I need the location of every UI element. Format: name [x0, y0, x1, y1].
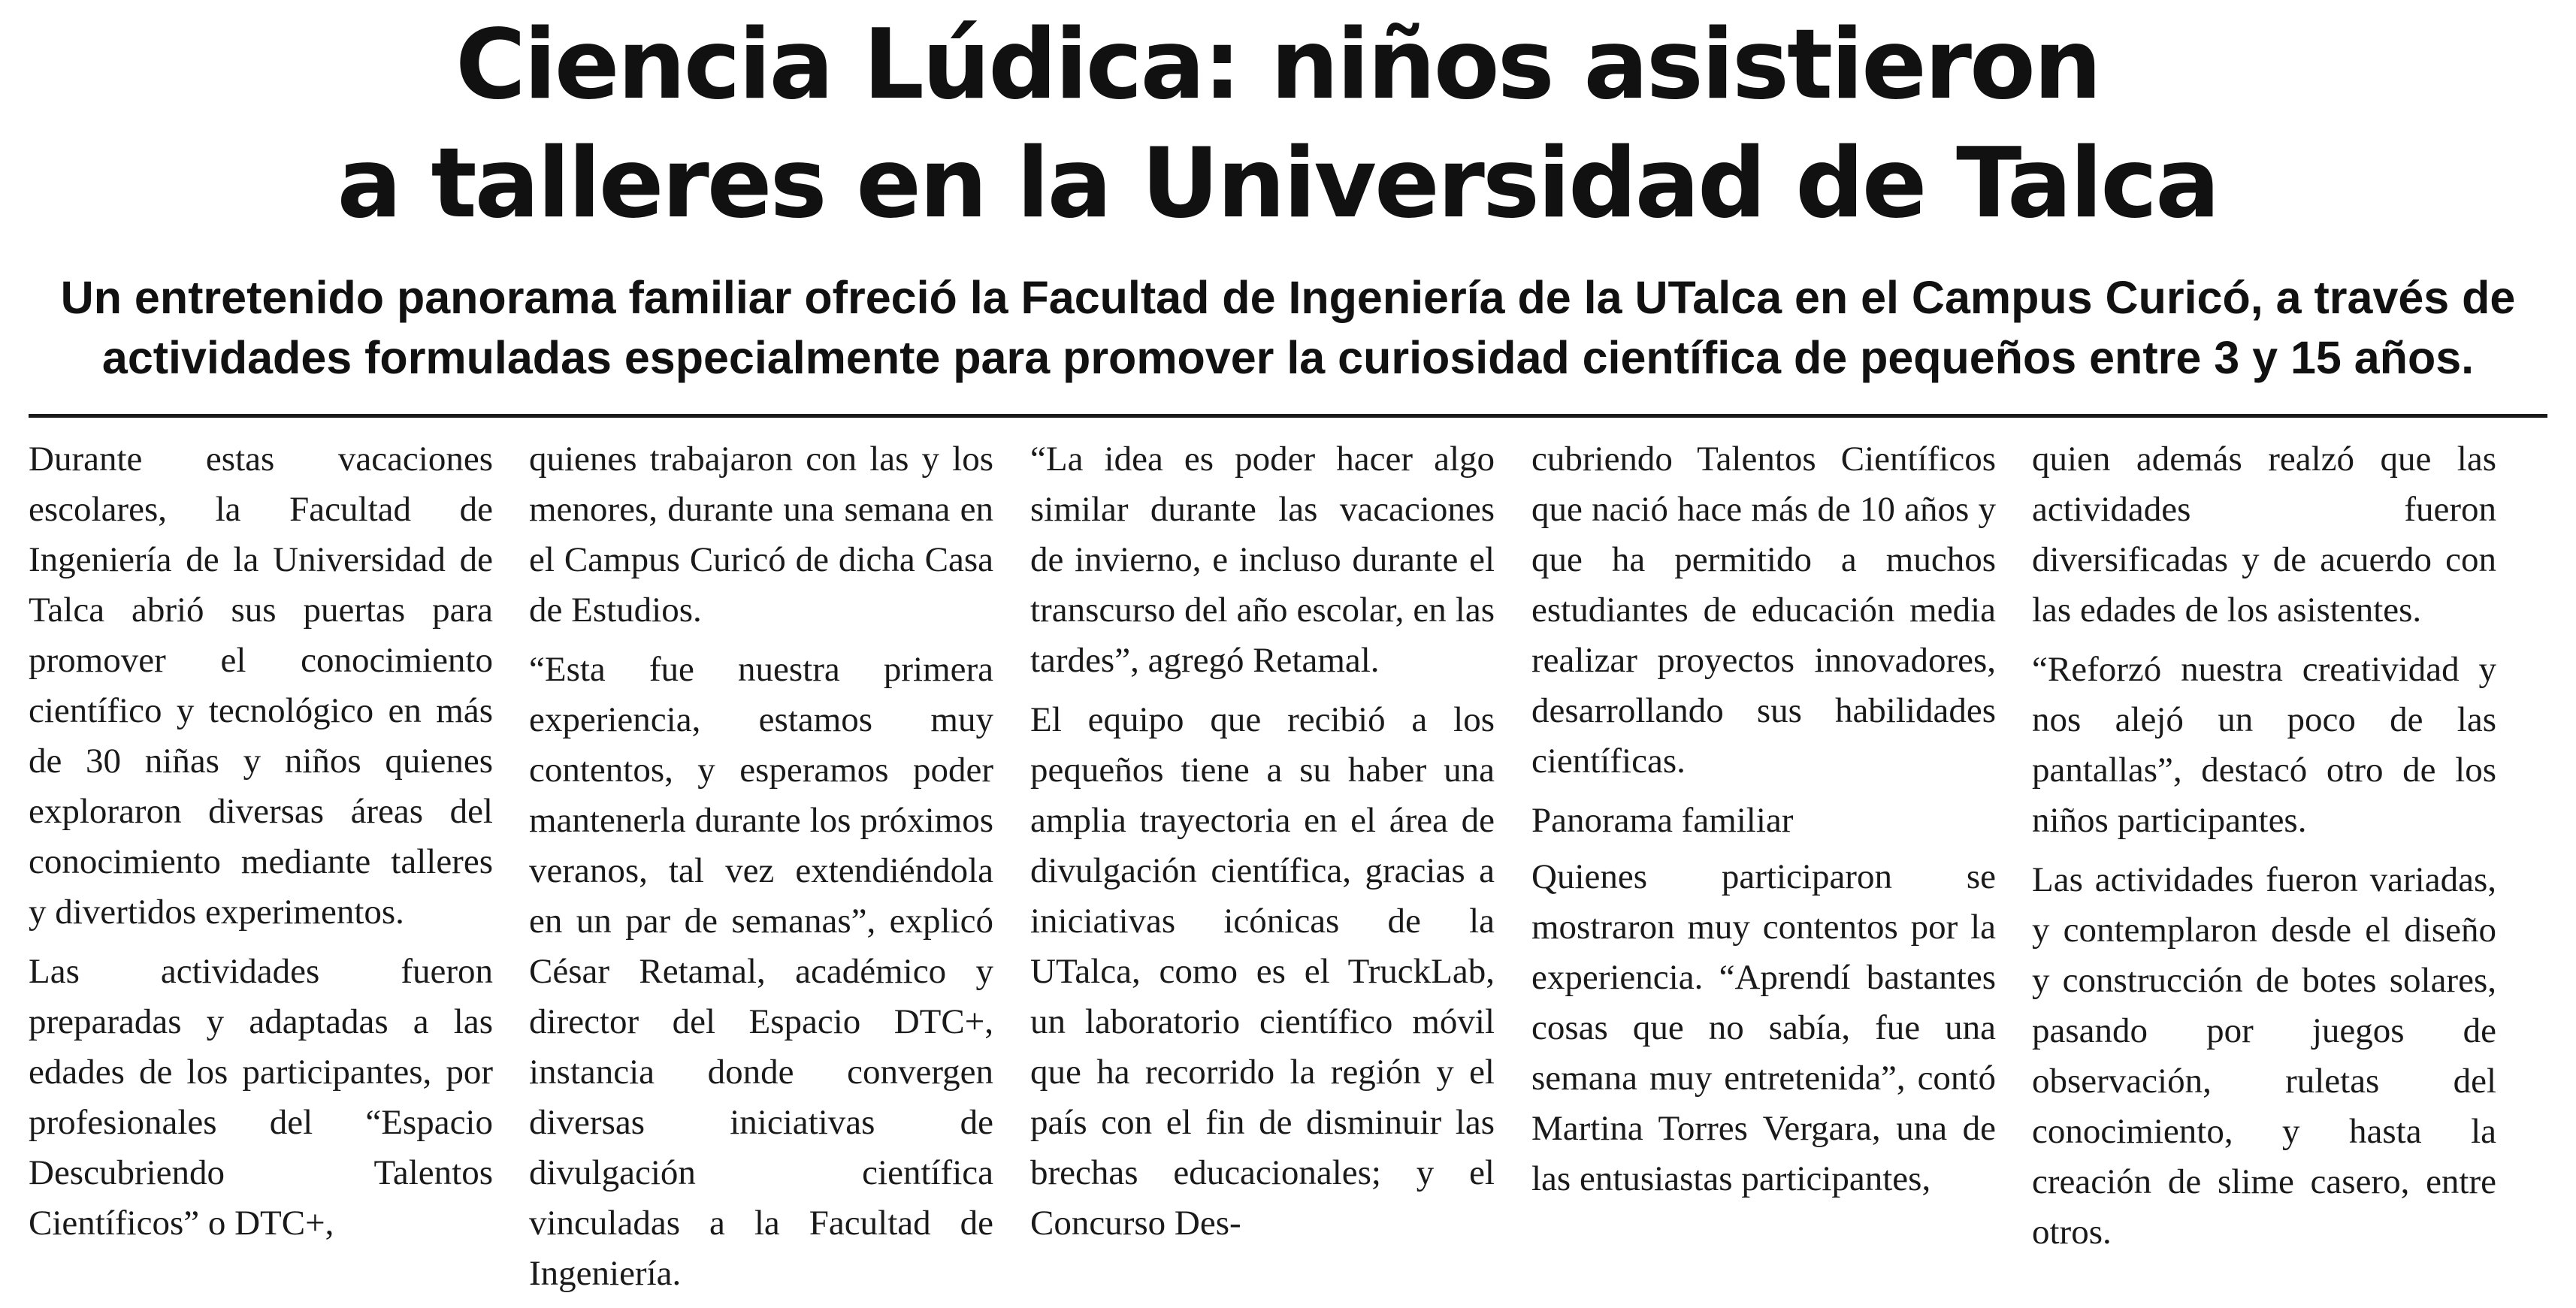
column-4: [1531, 434, 1996, 1213]
subheadline-line-1: Un entretenido panorama familiar ofreció la Facultad de Ingeniería de la UTalca en el Campus Curicó, a través de: [60, 272, 2516, 323]
paragraph: “La idea es poder hacer algo similar durante las vacaciones de invierno, e incluso durante el transcurso del año escolar, en las tardes”, agregó Retamal.: [1030, 440, 1495, 680]
paragraph: Las actividades fueron variadas, y contemplaron desde el diseño y construcción de botes solares, pasando por juegos de observación, ruletas del conocimiento, y hasta la creación de slime casero, entre otros.: [2032, 860, 2496, 1252]
divider-rule: [29, 414, 2547, 418]
paragraph: quien además realzó que las actividades fueron diversificadas y de acuerdo con las edades de los asistentes.: [2032, 440, 2496, 630]
paragraph: “Esta fue nuestra primera experiencia, estamos muy contentos, y esperamos poder mantenerla durante los próximos veranos, tal vez extendiéndola en un par de semanas”, explicó César Retamal, académico y director del Espacio DTC+, instancia donde convergen diversas iniciativas de divulgación científica vinculadas a la Facultad de Ingeniería.: [529, 650, 993, 1293]
paragraph: Quienes participaron se mostraron muy contentos por la experiencia. “Aprendí bastantes cosas que no sabía, fue una semana muy entretenida”, contó Martina Torres Vergara, una de las entusiastas participantes,: [1531, 857, 1996, 1198]
paragraph: Las actividades fueron preparadas y adaptadas a las edades de los participantes, por profesionales del “Espacio Descubriendo Talentos Científicos” o DTC+,: [29, 952, 493, 1243]
section-subhead: Panorama familiar: [1531, 801, 1794, 840]
headline-line-2: a talleres en la Universidad de Talca: [337, 128, 2218, 240]
column-1: [29, 434, 493, 1258]
subheadline: [30, 267, 2546, 388]
headline: [225, 6, 2330, 243]
article-body: [29, 434, 2547, 1293]
column-5: [2032, 434, 2496, 1267]
paragraph: quienes trabajaron con las y los menores, durante una semana en el Campus Curicó de dicha Casa de Estudios.: [529, 440, 993, 630]
paragraph: cubriendo Talentos Científicos que nació hace más de 10 años y que ha permitido a muchos estudiantes de educación media realizar proyectos innovadores, desarrollando sus habilidades científicas.: [1531, 440, 1996, 781]
paragraph: Durante estas vacaciones escolares, la Facultad de Ingeniería de la Universidad de Talca abrió sus puertas para promover el conocimiento científico y tecnológico en más de 30 niñas y niños quienes exploraron diversas áreas del conocimiento mediante talleres y divertidos experimentos.: [29, 440, 493, 932]
paragraph: El equipo que recibió a los pequeños tiene a su haber una amplia trayectoria en el área de divulgación científica, gracias a iniciativas icónicas de la UTalca, como es el TruckLab, un laboratorio científico móvil que ha recorrido la región y el país con el fin de disminuir las brechas educacionales; y el Concurso Des-: [1030, 700, 1495, 1243]
headline-line-1: Ciencia Lúdica: niños asistieron: [455, 9, 2100, 121]
column-2: [529, 434, 993, 1308]
subheadline-line-2: actividades formuladas especialmente para promover la curiosidad científica de pequeños entre 3 y 15 años.: [101, 332, 2475, 383]
column-3: [1030, 434, 1495, 1258]
paragraph: “Reforzó nuestra creatividad y nos alejó un poco de las pantallas”, destacó otro de los niños participantes.: [2032, 650, 2496, 840]
